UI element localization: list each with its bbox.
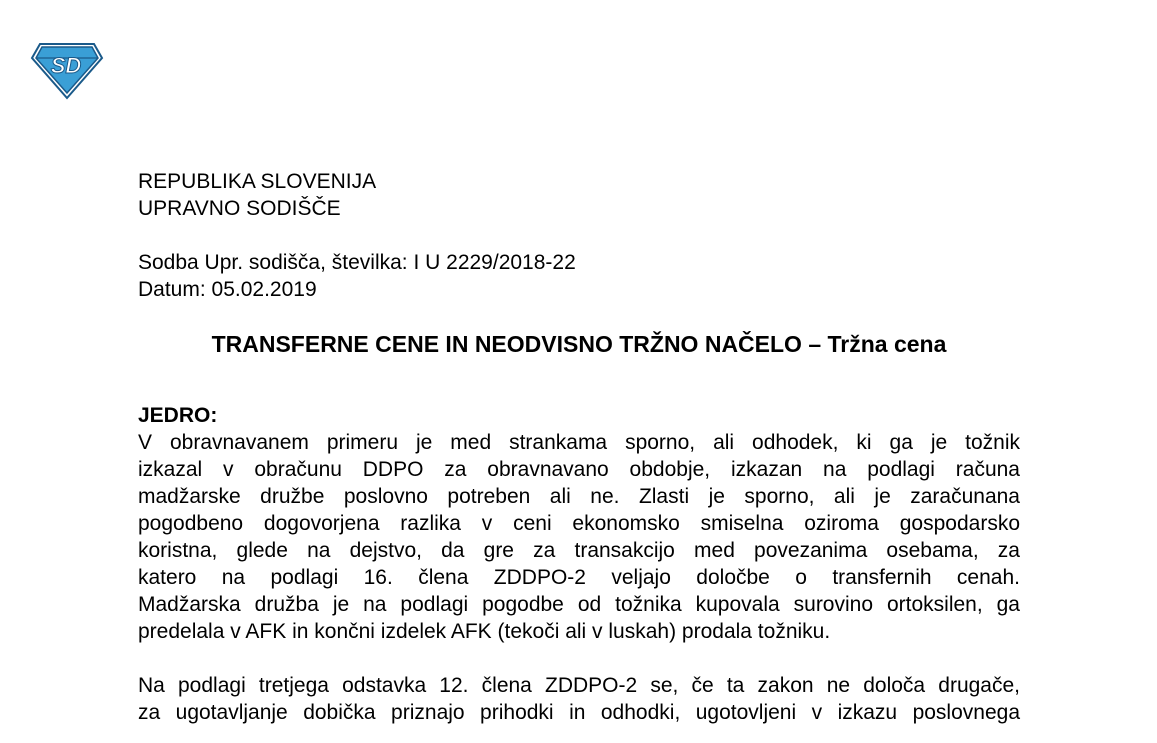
decision-date: Datum: 05.02.2019 [138, 278, 317, 301]
paragraph-line: izkazal v obračunu DDPO za obravnavano obdobje, izkazan na podlagi računa [138, 458, 1020, 481]
document-title: TRANSFERNE CENE IN NEODVISNO TRŽNO NAČELO – Tržna cena [211, 331, 947, 357]
paragraph-line: Madžarska družba je na podlagi pogodbe od tožnika kupovala surovino ortoksilen, ga [138, 593, 1020, 616]
paragraph-line: pogodbeno dogovorjena razlika v ceni ekonomsko smiselna oziroma gospodarsko [138, 512, 1020, 535]
jedro-heading: JEDRO: [138, 404, 218, 427]
header-country: REPUBLIKA SLOVENIJA [138, 170, 377, 193]
spacer [138, 222, 1020, 249]
paragraph-line: V obravnavanem primeru je med strankama sporno, ali odhodek, ki ga je tožnik [138, 431, 1020, 454]
paragraph-line: Na podlagi tretjega odstavka 12. člena ZDDPO-2 se, če ta zakon ne določa drugače, [138, 674, 1020, 697]
paragraph-line: madžarske družbe poslovno potreben ali ne. Zlasti je sporno, ali je zaračunana [138, 485, 1020, 508]
header-court: UPRAVNO SODIŠČE [138, 197, 341, 220]
logo-text: SD [50, 53, 82, 78]
document-body [138, 168, 1020, 726]
body-paragraph [138, 672, 1020, 726]
paragraph-line: za ugotavljanje dobička priznajo prihodki in odhodki, ugotovljeni v izkazu poslovnega [138, 701, 1020, 724]
paragraph-line: koristna, glede na dejstvo, da gre za transakcijo med povezanima osebama, za [138, 539, 1020, 562]
sd-diamond-logo-icon [30, 40, 104, 100]
paragraph-line: predelala v AFK in končni izdelek AFK (tekoči ali v luskah) prodala tožniku. [138, 620, 831, 643]
paragraph-line: katero na podlagi 16. člena ZDDPO-2 veljajo določbe o transfernih cenah. [138, 566, 1020, 589]
case-number: Sodba Upr. sodišča, številka: I U 2229/2018-22 [138, 251, 576, 274]
jedro-paragraph [138, 429, 1020, 645]
